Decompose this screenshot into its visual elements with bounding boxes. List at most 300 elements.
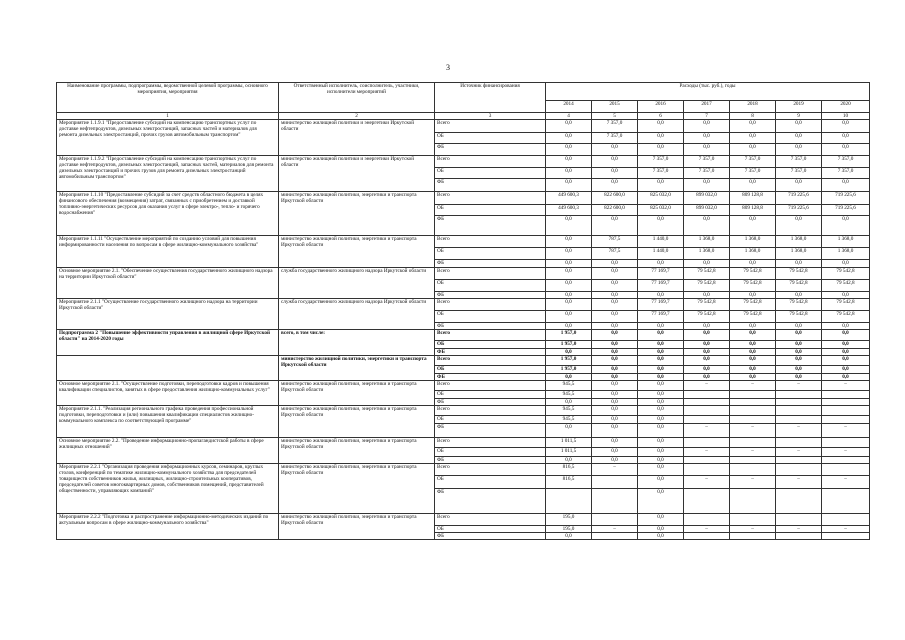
header-expenses: Расходы (тыс. руб.), годы: [546, 83, 870, 101]
program-name: Мероприятие 1.1.11 "Осуществление мероприятий по созданию условий для повышения информированности населения по вопросам в сфере жилищно-коммунального хозяйства": [57, 236, 279, 268]
expense-value: 79 542,8: [730, 268, 776, 280]
funding-source: ОБ: [435, 416, 546, 424]
expense-value: 0,0: [638, 406, 684, 416]
expense-value: 0,0: [638, 489, 684, 514]
table-row: [57, 356, 870, 366]
expense-value: 0,0: [822, 356, 870, 366]
expense-value: [730, 399, 776, 406]
expense-value: 0,0: [592, 299, 638, 311]
expense-value: 822 600,0: [592, 192, 638, 205]
expense-value: 0,0: [638, 416, 684, 424]
expense-value: 79 542,8: [776, 280, 822, 292]
expense-value: 0,0: [638, 464, 684, 476]
expense-value: [730, 489, 776, 514]
expense-value: [822, 438, 870, 448]
expense-value: 899 032,0: [684, 205, 730, 216]
expense-value: [684, 416, 730, 424]
funding-source: ОБ: [435, 168, 546, 179]
funding-source: Всего: [435, 381, 546, 391]
expense-value: 0,0: [822, 216, 870, 236]
expense-value: –: [776, 381, 822, 391]
expense-value: 0,0: [776, 179, 822, 192]
table-row: [57, 406, 870, 416]
expense-value: 79 542,8: [822, 311, 870, 323]
expense-value: 0,0: [822, 292, 870, 299]
expense-value: 1 368,0: [730, 236, 776, 248]
expense-value: 0,0: [638, 349, 684, 356]
executor-name: служба государственного жилищного надзора Иркутской области: [279, 268, 435, 299]
expense-value: [730, 416, 776, 424]
expense-value: 1 368,0: [730, 248, 776, 260]
expense-value: 0,0: [730, 260, 776, 268]
expense-value: 0,0: [776, 374, 822, 381]
expense-value: 7 357,0: [822, 156, 870, 168]
funding-source: Всего: [435, 464, 546, 476]
expense-value: 0,0: [822, 374, 870, 381]
header-column-number: 6: [638, 113, 684, 120]
expense-value: 7 357,0: [638, 156, 684, 168]
expense-value: 0,0: [638, 399, 684, 406]
expense-value: 945,5: [546, 416, 592, 424]
expense-value: 1 368,0: [776, 236, 822, 248]
program-name: Основное мероприятие 2.2. "Проведение информационно-пропагандистской работы в сфере жилищных отношений": [57, 438, 279, 464]
expense-value: 77 169,7: [638, 268, 684, 280]
expense-value: 1 368,0: [822, 236, 870, 248]
expense-value: 1 957,0: [546, 356, 592, 366]
expense-value: 719 225,6: [776, 192, 822, 205]
expense-value: 0,0: [592, 330, 638, 341]
table-row: [57, 156, 870, 168]
expense-value: 0,0: [592, 457, 638, 464]
expense-value: 0,0: [638, 514, 684, 526]
header-column-number: 5: [592, 113, 638, 120]
expense-value: 787,5: [592, 236, 638, 248]
expense-value: –: [776, 526, 822, 533]
funding-source: Всего: [435, 268, 546, 280]
expense-value: 0,0: [730, 216, 776, 236]
expense-value: 77 169,7: [638, 299, 684, 311]
header-column-number: 7: [684, 113, 730, 120]
program-name: Мероприятие 2.1.1 "Осуществление государственного жилищного надзора на территории Иркутской области": [57, 299, 279, 330]
executor-name: министерство жилищной политики, энергетики и транспорта Иркутской области: [279, 192, 435, 236]
executor-name: министерство жилищной политики и энергетики Иркутской области: [279, 156, 435, 192]
funding-source: ОБ: [435, 133, 546, 144]
expense-value: 1 957,0: [546, 330, 592, 341]
funding-source: ОБ: [435, 248, 546, 260]
expense-value: [776, 406, 822, 416]
executor-name: служба государственного жилищного надзора Иркутской области: [279, 299, 435, 330]
program-name: Мероприятие 1.1.9.2 "Предоставление субсидий на компенсацию транспортных услуг по доставке нефтепродуктов, дизельных электростанций, запасных частей, материалов для ремонта дизельных электростанций и прочих грузов для ремонта дизельных электростанций автомобильным транспортом": [57, 156, 279, 192]
expense-value: 7 357,0: [822, 168, 870, 179]
table-row: [57, 438, 870, 448]
expense-value: 0,0: [546, 323, 592, 330]
expense-value: 0,0: [730, 366, 776, 374]
program-name: [57, 356, 279, 381]
expense-value: 79 542,8: [776, 299, 822, 311]
expense-value: 0,0: [592, 406, 638, 416]
expense-value: 0,0: [546, 179, 592, 192]
expense-value: 79 542,8: [822, 280, 870, 292]
expense-value: 0,0: [546, 156, 592, 168]
expense-value: 0,0: [546, 292, 592, 299]
header-program: Наименование программы, подпрограммы, ведомственной целевой программы, основного мероприятия, мероприятия: [57, 83, 279, 113]
expense-value: –: [822, 424, 870, 438]
expense-value: 7 357,0: [730, 156, 776, 168]
header-column-number: 2: [279, 113, 435, 120]
expense-value: [822, 489, 870, 514]
table-row: [57, 514, 870, 526]
header-year: 2016: [638, 101, 684, 113]
expense-value: 0,0: [730, 341, 776, 349]
expense-value: [822, 533, 870, 540]
expense-value: [730, 514, 776, 526]
expense-value: 1 368,0: [684, 236, 730, 248]
expense-value: [684, 406, 730, 416]
expense-value: [684, 391, 730, 399]
expense-value: 0,0: [592, 381, 638, 391]
expense-value: 0,0: [684, 292, 730, 299]
expense-value: –: [776, 476, 822, 489]
funding-source: ОБ: [435, 448, 546, 457]
expense-value: 0,0: [638, 356, 684, 366]
funding-source: ФБ: [435, 399, 546, 406]
header-column-number: 8: [730, 113, 776, 120]
funding-source: ФБ: [435, 457, 546, 464]
header-year: 2020: [822, 101, 870, 113]
expense-value: 0,0: [638, 260, 684, 268]
header-year: 2019: [776, 101, 822, 113]
expense-value: [684, 438, 730, 448]
expense-value: –: [822, 381, 870, 391]
expense-value: 0,0: [684, 260, 730, 268]
expense-value: 0,0: [546, 144, 592, 156]
expense-value: [776, 457, 822, 464]
expense-value: 0,0: [822, 330, 870, 341]
header-year: 2017: [684, 101, 730, 113]
expense-value: [684, 399, 730, 406]
header-column-numbers: [57, 113, 870, 120]
expense-value: 0,0: [730, 356, 776, 366]
expense-value: –: [822, 526, 870, 533]
expense-value: 0,0: [776, 144, 822, 156]
expense-value: 0,0: [684, 216, 730, 236]
expense-value: 79 542,8: [684, 280, 730, 292]
expense-value: 0,0: [822, 349, 870, 356]
expense-value: 0,0: [592, 391, 638, 399]
expense-value: 0,0: [638, 533, 684, 540]
expense-value: 0,0: [730, 133, 776, 144]
table-row: [57, 299, 870, 311]
expense-value: 0,0: [592, 216, 638, 236]
expense-value: [822, 464, 870, 476]
expense-value: 0,0: [776, 120, 822, 133]
executor-name: министерство жилищной политики, энергетики и транспорта Иркутской области: [279, 381, 435, 406]
expense-value: 945,5: [546, 391, 592, 399]
expense-value: 0,0: [546, 533, 592, 540]
expense-value: [776, 514, 822, 526]
expense-value: 0,0: [638, 438, 684, 448]
expense-value: 0,0: [638, 330, 684, 341]
expense-value: 719 225,6: [822, 205, 870, 216]
header-column-number: 9: [776, 113, 822, 120]
expense-value: 0,0: [684, 120, 730, 133]
expense-value: 0,0: [730, 349, 776, 356]
expense-value: 0,0: [592, 399, 638, 406]
expense-value: 0,0: [592, 424, 638, 438]
expense-value: 0,0: [822, 366, 870, 374]
expense-value: [730, 457, 776, 464]
expense-value: 0,0: [776, 366, 822, 374]
expense-value: 0,0: [546, 424, 592, 438]
expense-value: –: [592, 464, 638, 476]
expense-value: [822, 399, 870, 406]
funding-source: ФБ: [435, 424, 546, 438]
expense-value: 0,0: [592, 438, 638, 448]
expense-value: 0,0: [776, 323, 822, 330]
header-column-number: 1: [57, 113, 279, 120]
expense-value: –: [684, 381, 730, 391]
funding-source: ФБ: [435, 374, 546, 381]
expense-value: 0,0: [638, 341, 684, 349]
header-column-number: 3: [435, 113, 546, 120]
expense-value: 0,0: [592, 341, 638, 349]
executor-name: министерство жилищной политики, энергетики и транспорта Иркутской области: [279, 236, 435, 268]
expense-value: 79 542,8: [822, 299, 870, 311]
funding-source: Всего: [435, 299, 546, 311]
page-number: 3: [446, 63, 450, 72]
expense-value: 79 542,8: [730, 311, 776, 323]
expense-value: 0,0: [638, 133, 684, 144]
table-row: [57, 236, 870, 248]
expense-value: 0,0: [684, 349, 730, 356]
expense-value: 0,0: [638, 391, 684, 399]
expense-value: 0,0: [546, 216, 592, 236]
expense-value: 825 032,0: [638, 205, 684, 216]
expense-value: [822, 406, 870, 416]
expense-value: 1 957,0: [546, 341, 592, 349]
funding-source: ОБ: [435, 205, 546, 216]
expense-value: 0,0: [822, 323, 870, 330]
expense-value: 7 357,0: [592, 133, 638, 144]
expense-value: 0,0: [592, 356, 638, 366]
funding-source: ФБ: [435, 179, 546, 192]
expense-value: 0,0: [592, 323, 638, 330]
expense-value: 79 542,8: [730, 299, 776, 311]
funding-source: ОБ: [435, 476, 546, 489]
expense-value: 7 357,0: [638, 168, 684, 179]
program-name: Основное мероприятие 2.1. "Осуществление подготовки, переподготовки кадров и повышения квалификации специалистов, занятых в сфере предоставления жилищно-коммунальных услуг": [57, 381, 279, 406]
expense-value: 0,0: [546, 120, 592, 133]
expense-value: 77 169,7: [638, 311, 684, 323]
expense-value: –: [730, 381, 776, 391]
expense-value: 825 032,0: [638, 192, 684, 205]
expense-value: 77 169,7: [638, 280, 684, 292]
table-row: [57, 330, 870, 341]
funding-source: ОБ: [435, 391, 546, 399]
expense-value: 0,0: [546, 299, 592, 311]
expense-value: 0,0: [730, 330, 776, 341]
expense-value: 0,0: [546, 374, 592, 381]
expense-value: 79 542,8: [684, 311, 730, 323]
expense-value: [776, 391, 822, 399]
expense-value: 0,0: [684, 374, 730, 381]
expense-value: 195,0: [546, 514, 592, 526]
executor-name: министерство жилищной политики и энергетики Иркутской области: [279, 120, 435, 156]
funding-source: ФБ: [435, 144, 546, 156]
expense-value: 0,0: [546, 457, 592, 464]
expense-value: 0,0: [592, 268, 638, 280]
expense-value: 7 357,0: [684, 156, 730, 168]
expense-value: –: [822, 448, 870, 457]
expense-value: –: [684, 424, 730, 438]
expense-value: 195,0: [546, 526, 592, 533]
expense-value: 816,5: [546, 464, 592, 476]
expense-value: [684, 464, 730, 476]
expense-value: 7 357,0: [684, 168, 730, 179]
expense-value: 7 357,0: [776, 168, 822, 179]
expense-value: 0,0: [776, 341, 822, 349]
expense-value: 7 357,0: [592, 120, 638, 133]
expense-value: [684, 489, 730, 514]
funding-source: Всего: [435, 156, 546, 168]
expense-value: [822, 391, 870, 399]
header-executor: Ответственный исполнитель, соисполнитель, участники, исполнители мероприятий: [279, 83, 435, 113]
expense-value: 787,5: [592, 248, 638, 260]
expense-value: 0,0: [592, 366, 638, 374]
table-row: [57, 268, 870, 280]
header-source: Источник финансирования: [435, 83, 546, 113]
table-row: [57, 464, 870, 476]
expense-value: –: [684, 476, 730, 489]
expense-value: 0,0: [546, 133, 592, 144]
table-row: [57, 192, 870, 205]
header-column-number: 4: [546, 113, 592, 120]
expense-value: [592, 514, 638, 526]
program-name: Мероприятие 2.2.1 "Организация проведения информационных курсов, семинаров, круглых столов, конференций по тематике жилищно-коммунального хозяйства для председателей товариществ собственников жилья, жилищных, жилищно-строительных кооперативов, председателей советов многоквартирных домов, собственников помещений, представителей общественности, управляющих компаний": [57, 464, 279, 514]
funding-source: ФБ: [435, 533, 546, 540]
expense-value: 0,0: [776, 216, 822, 236]
expense-value: 0,0: [638, 216, 684, 236]
funding-source: Всего: [435, 120, 546, 133]
expense-value: 719 225,6: [776, 205, 822, 216]
expense-value: 0,0: [546, 268, 592, 280]
expense-value: 945,5: [546, 381, 592, 391]
expense-value: [730, 391, 776, 399]
expense-value: –: [730, 526, 776, 533]
expense-value: 0,0: [638, 323, 684, 330]
expense-value: 0,0: [546, 248, 592, 260]
funding-source: Всего: [435, 192, 546, 205]
expense-value: [776, 489, 822, 514]
expense-value: 0,0: [546, 349, 592, 356]
funding-source: Всего: [435, 514, 546, 526]
expense-value: –: [822, 476, 870, 489]
header-year: 2018: [730, 101, 776, 113]
expense-value: 0,0: [592, 349, 638, 356]
expense-value: [776, 533, 822, 540]
expense-value: 0,0: [592, 144, 638, 156]
expense-value: 0,0: [546, 260, 592, 268]
budget-table: [56, 82, 870, 540]
expense-value: 719 225,6: [822, 192, 870, 205]
expense-value: [592, 533, 638, 540]
expense-value: 0,0: [776, 292, 822, 299]
expense-value: 0,0: [546, 399, 592, 406]
expense-value: 0,0: [592, 292, 638, 299]
expense-value: 0,0: [684, 133, 730, 144]
expense-value: 0,0: [592, 280, 638, 292]
funding-source: Всего: [435, 330, 546, 341]
funding-source: ОБ: [435, 311, 546, 323]
expense-value: 0,0: [592, 374, 638, 381]
expense-value: 0,0: [638, 179, 684, 192]
program-name: Подпрограмма 2 "Повышение эффективности управления в жилищной сфере Иркутской области" на 2014-2020 годы: [57, 330, 279, 356]
expense-value: 79 542,8: [822, 268, 870, 280]
expense-value: 0,0: [638, 374, 684, 381]
expense-value: –: [684, 448, 730, 457]
expense-value: 0,0: [592, 260, 638, 268]
expense-value: [546, 489, 592, 514]
expense-value: 0,0: [776, 133, 822, 144]
funding-source: ФБ: [435, 323, 546, 330]
funding-source: ОБ: [435, 280, 546, 292]
expense-value: 0,0: [684, 330, 730, 341]
program-name: Мероприятие 2.1.1. "Реализация регионального графика проведения профессиональной подготовки, переподготовки и (или) повышения квалификации специалистов жилищно-коммунального комплекса по соответствующей программе": [57, 406, 279, 438]
expense-value: 0,0: [638, 366, 684, 374]
funding-source: Всего: [435, 438, 546, 448]
executor-name: министерство жилищной политики, энергетики и транспорта Иркутской области: [279, 514, 435, 540]
expense-value: –: [730, 448, 776, 457]
program-name: Мероприятие 2.2.2 "Подготовка и распространение информационно-методических изданий по актуальным вопросам в сфере жилищно-коммунального хозяйства": [57, 514, 279, 540]
expense-value: 0,0: [822, 133, 870, 144]
expense-value: 0,0: [822, 144, 870, 156]
expense-value: [822, 514, 870, 526]
expense-value: [776, 438, 822, 448]
expense-value: 0,0: [546, 236, 592, 248]
expense-value: 0,0: [776, 330, 822, 341]
expense-value: 0,0: [684, 366, 730, 374]
expense-value: 7 357,0: [776, 156, 822, 168]
expense-value: 945,5: [546, 406, 592, 416]
header-column-number: 10: [822, 113, 870, 120]
expense-value: [776, 399, 822, 406]
expense-value: 0,0: [638, 476, 684, 489]
expense-value: –: [592, 526, 638, 533]
expense-value: 1 368,0: [776, 248, 822, 260]
expense-value: [822, 457, 870, 464]
expense-value: 0,0: [638, 457, 684, 464]
expense-value: [592, 489, 638, 514]
expense-value: 79 542,8: [776, 311, 822, 323]
executor-name: министерство жилищной политики, энергетики и транспорта Иркутской области: [279, 406, 435, 438]
funding-source: ФБ: [435, 260, 546, 268]
expense-value: 79 542,8: [684, 299, 730, 311]
expense-value: 1 368,0: [684, 248, 730, 260]
expense-value: 0,0: [730, 292, 776, 299]
expense-value: 0,0: [592, 416, 638, 424]
expense-value: 0,0: [730, 374, 776, 381]
expense-value: [684, 514, 730, 526]
expense-value: 0,0: [776, 356, 822, 366]
program-name: Мероприятие 1.1.10 "Предоставление субсидий за счет средств областного бюджета в целях финансового обеспечения (возмещения) затрат, связанных с приобретением и доставкой топливно-энергетических ресурсов для оказания услуг в сфере электро-, тепло- и горячего водоснабжения": [57, 192, 279, 236]
expense-value: 1 368,0: [822, 248, 870, 260]
executor-name: министерство жилищной политики, энергетики и транспорта Иркутской области: [279, 356, 435, 381]
expense-value: [684, 533, 730, 540]
expense-value: 449 600,3: [546, 192, 592, 205]
expense-value: 809 128,8: [730, 205, 776, 216]
expense-value: 1 957,0: [546, 366, 592, 374]
expense-value: 7 357,0: [730, 168, 776, 179]
